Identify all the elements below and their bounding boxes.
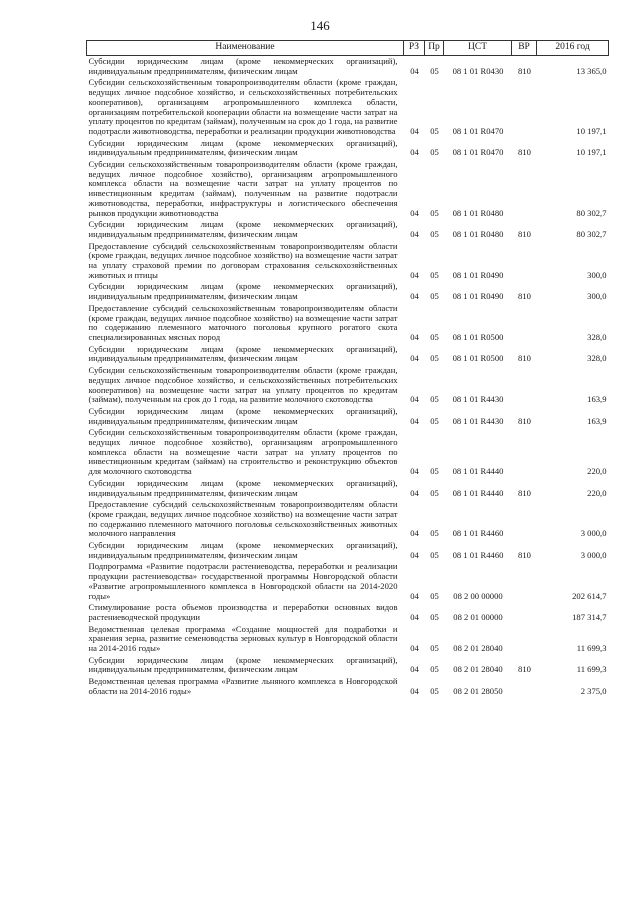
row-name: Ведомственная целевая программа «Развитие льняного комплекса в Новгородской области на 2014-2016 годы» xyxy=(88,676,398,696)
row-vr: 810 xyxy=(518,147,531,158)
row-cst: 08 1 01 R0480 xyxy=(452,228,504,239)
row-rz: 04 xyxy=(410,685,419,696)
row-pr: 05 xyxy=(430,65,439,76)
table-row xyxy=(87,478,609,499)
row-rz: 04 xyxy=(410,611,419,622)
row-rz: 04 xyxy=(410,415,419,426)
row-sum: 2 375,0 xyxy=(580,685,607,696)
row-sum: 80 302,7 xyxy=(576,228,607,239)
row-name: Субсидии сельскохозяйственным товаропроизводителям области (кроме граждан, ведущих личное подсобное хозяйство, и сельскохозяйственных потребительских кооперативов) на возмещение части затрат на уплату процентов по кредитам (займам), полученным на срок до 1 года, на развитие молочного скотоводства xyxy=(88,365,398,405)
table-row xyxy=(87,56,609,78)
table-row xyxy=(87,427,609,478)
row-vr: 810 xyxy=(518,415,531,426)
row-name: Субсидии сельскохозяйственным товаропроизводителям области (кроме граждан, ведущих личное подсобное хозяйство, и сельскохозяйственных потребительских кооперативов), организациям агропромышленного комплекса области, организациям потребительской кооперации области на возмещение части затрат на уплату процентов по кредитам (займам), полученным на срок до 1 года, на развитие подотрасли животноводства, переработки и реализации продукции животноводства xyxy=(88,77,398,136)
row-name: Субсидии сельскохозяйственным товаропроизводителям области (кроме граждан, ведущих личное подсобное хозяйство), организациям агропромышленного комплекса области на возмещение части затрат на уплату процентов по инвестиционным кредитам (займам), полученным на развитие подотрасли животноводства, переработки, инфраструктуры и логистического обеспечения рынков продукции животноводства xyxy=(88,159,398,218)
row-cst: 08 1 01 R4430 xyxy=(452,415,504,426)
row-sum: 10 197,1 xyxy=(576,125,607,136)
row-vr xyxy=(512,499,537,540)
table-header-row xyxy=(87,41,609,56)
row-vr: 810 xyxy=(518,487,531,498)
row-name: Предоставление субсидий сельскохозяйственным товаропроизводителям области (кроме граждан, ведущих личное подсобное хозяйство) на возмещение части затрат по содержанию племенного маточного поголовья крупного рогатого скота специализированных мясных пород xyxy=(88,302,398,342)
table-row xyxy=(87,281,609,302)
row-vr xyxy=(512,602,537,623)
row-sum: 3 000,0 xyxy=(580,549,607,560)
row-sum: 300,0 xyxy=(587,291,607,302)
row-vr xyxy=(512,303,537,344)
row-vr xyxy=(512,77,537,137)
row-name: Субсидии юридическим лицам (кроме некоммерческих организаций), индивидуальным предпринимателям, физическим лицам xyxy=(88,405,398,426)
row-cst: 08 2 00 00000 xyxy=(453,590,503,601)
budget-table xyxy=(86,40,609,698)
row-cst: 08 1 01 R0490 xyxy=(452,269,504,280)
row-cst: 08 1 01 R0500 xyxy=(452,353,504,364)
row-vr xyxy=(512,561,537,602)
row-sum: 220,0 xyxy=(587,466,607,477)
row-pr: 05 xyxy=(430,611,439,622)
row-name: Субсидии юридическим лицам (кроме некоммерческих организаций), индивидуальным предпринимателям, физическим лицам xyxy=(88,137,398,158)
row-rz: 04 xyxy=(410,125,419,136)
table-row xyxy=(87,303,609,344)
row-rz: 04 xyxy=(410,269,419,280)
row-sum: 328,0 xyxy=(587,331,607,342)
row-pr: 05 xyxy=(430,664,439,675)
row-vr xyxy=(512,676,537,697)
row-pr: 05 xyxy=(430,643,439,654)
table-row xyxy=(87,219,609,240)
row-cst: 08 1 01 R0490 xyxy=(452,291,504,302)
header-vr: ВР xyxy=(512,41,537,56)
row-vr: 810 xyxy=(518,664,531,675)
table-row xyxy=(87,77,609,137)
row-vr: 810 xyxy=(518,228,531,239)
row-sum: 163,9 xyxy=(587,394,607,405)
row-sum: 328,0 xyxy=(587,353,607,364)
row-pr: 05 xyxy=(430,331,439,342)
row-pr: 05 xyxy=(430,415,439,426)
row-sum: 3 000,0 xyxy=(580,528,607,539)
row-rz: 04 xyxy=(410,466,419,477)
row-vr xyxy=(512,365,537,406)
row-vr: 810 xyxy=(518,291,531,302)
row-pr: 05 xyxy=(430,528,439,539)
row-rz: 04 xyxy=(410,528,419,539)
table-row xyxy=(87,138,609,159)
table-row xyxy=(87,406,609,427)
row-sum: 11 699,3 xyxy=(576,664,607,675)
table-row xyxy=(87,655,609,676)
row-rz: 04 xyxy=(410,353,419,364)
row-cst: 08 1 01 R0480 xyxy=(452,207,504,218)
row-cst: 08 1 01 R4440 xyxy=(452,466,504,477)
row-pr: 05 xyxy=(430,549,439,560)
row-rz: 04 xyxy=(410,549,419,560)
row-sum: 220,0 xyxy=(587,487,607,498)
header-pr: Пр xyxy=(425,41,444,56)
row-pr: 05 xyxy=(430,147,439,158)
row-pr: 05 xyxy=(430,269,439,280)
row-sum: 187 314,7 xyxy=(572,611,607,622)
row-pr: 05 xyxy=(430,685,439,696)
row-vr: 810 xyxy=(518,353,531,364)
row-vr xyxy=(512,159,537,219)
table-row xyxy=(87,602,609,623)
row-rz: 04 xyxy=(410,487,419,498)
row-pr: 05 xyxy=(430,590,439,601)
page-number: 146 xyxy=(310,18,330,33)
table-row xyxy=(87,344,609,365)
row-vr xyxy=(512,624,537,655)
table-row xyxy=(87,676,609,697)
row-rz: 04 xyxy=(410,207,419,218)
row-rz: 04 xyxy=(410,590,419,601)
row-cst: 08 1 01 R4430 xyxy=(452,394,504,405)
row-name: Стимулирование роста объемов производства и переработки основных видов растениеводческой продукции xyxy=(88,602,398,622)
row-pr: 05 xyxy=(430,394,439,405)
row-name: Субсидии юридическим лицам (кроме некоммерческих организаций), индивидуальным предпринимателям, физическим лицам xyxy=(88,56,398,76)
row-cst: 08 1 01 R0470 xyxy=(452,147,504,158)
row-name: Субсидии юридическим лицам (кроме некоммерческих организаций), индивидуальным предпринимателям, физическим лицам xyxy=(88,540,398,560)
row-sum: 300,0 xyxy=(587,269,607,280)
row-cst: 08 2 01 28040 xyxy=(453,643,503,654)
row-rz: 04 xyxy=(410,291,419,302)
row-name: Субсидии юридическим лицам (кроме некоммерческих организаций), индивидуальным предпринимателям, физическим лицам xyxy=(88,343,398,364)
row-pr: 05 xyxy=(430,125,439,136)
row-rz: 04 xyxy=(410,664,419,675)
table-row xyxy=(87,365,609,406)
row-sum: 13 365,0 xyxy=(576,65,607,76)
row-vr: 810 xyxy=(518,549,531,560)
row-rz: 04 xyxy=(410,65,419,76)
row-vr: 810 xyxy=(518,65,531,76)
row-sum: 80 302,7 xyxy=(576,207,607,218)
row-cst: 08 1 01 R0430 xyxy=(452,65,504,76)
row-pr: 05 xyxy=(430,466,439,477)
row-name: Субсидии сельскохозяйственным товаропроизводителям области (кроме граждан, ведущих личное подсобное хозяйство), организациям агропромышленного комплекса области на возмещение части затрат на уплату процентов по инвестиционным кредитам (займам) на строительство и реконструкцию объектов для молочного скотоводства xyxy=(88,427,398,477)
table-row xyxy=(87,624,609,655)
row-pr: 05 xyxy=(430,207,439,218)
row-cst: 08 1 01 R4460 xyxy=(452,549,504,560)
row-sum: 10 197,1 xyxy=(576,147,607,158)
table-row xyxy=(87,499,609,540)
row-cst: 08 2 01 28050 xyxy=(453,685,503,696)
row-vr xyxy=(512,241,537,282)
header-cst: ЦСТ xyxy=(444,41,512,56)
row-name: Субсидии юридическим лицам (кроме некоммерческих организаций), индивидуальным предпринимателям, физическим лицам xyxy=(88,281,398,302)
row-cst: 08 1 01 R0470 xyxy=(452,125,504,136)
row-rz: 04 xyxy=(410,228,419,239)
row-vr xyxy=(512,427,537,478)
row-pr: 05 xyxy=(430,228,439,239)
row-sum: 163,9 xyxy=(587,415,607,426)
row-name: Предоставление субсидий сельскохозяйственным товаропроизводителям области (кроме граждан, ведущих личное подсобное хозяйство) на возмещение части затрат по содержанию племенного маточного поголовья сельскохозяйственных животных молочного направления xyxy=(88,499,398,539)
row-rz: 04 xyxy=(410,147,419,158)
row-sum: 202 614,7 xyxy=(572,590,607,601)
row-rz: 04 xyxy=(410,331,419,342)
row-pr: 05 xyxy=(430,353,439,364)
table-row xyxy=(87,561,609,602)
row-cst: 08 1 01 R0500 xyxy=(452,331,504,342)
row-cst: 08 1 01 R4460 xyxy=(452,528,504,539)
row-name: Предоставление субсидий сельскохозяйственным товаропроизводителям области (кроме граждан, ведущих личное подсобное хозяйство) на возмещение части затрат на уплату страховой премии по договорам страхования сельскохозяйственных животных и птицы xyxy=(88,240,398,280)
row-name: Подпрограмма «Развитие подотрасли растениеводства, переработки и реализации продукции растениеводства» государственной программы Новгородской области «Развитие агропромышленного комплекса в Новгородской области на 2014-2020 годы» xyxy=(88,561,398,601)
row-name: Субсидии юридическим лицам (кроме некоммерческих организаций), индивидуальным предпринимателям, физическим лицам xyxy=(88,219,398,239)
table-body xyxy=(87,56,609,698)
row-pr: 05 xyxy=(430,487,439,498)
row-pr: 05 xyxy=(430,291,439,302)
row-rz: 04 xyxy=(410,394,419,405)
row-name: Субсидии юридическим лицам (кроме некоммерческих организаций), индивидуальным предпринимателям, физическим лицам xyxy=(88,654,398,675)
row-name: Ведомственная целевая программа «Создание мощностей для подработки и хранения зерна, развитие семеноводства зерновых культур в Новгородской области на 2014-2016 годы» xyxy=(88,623,398,654)
header-sum: 2016 год xyxy=(537,41,609,56)
header-name: Наименование xyxy=(87,41,404,56)
row-cst: 08 2 01 28040 xyxy=(453,664,503,675)
row-cst: 08 1 01 R4440 xyxy=(452,487,504,498)
table-row xyxy=(87,540,609,561)
header-rz: РЗ xyxy=(404,41,425,56)
table-row xyxy=(87,159,609,219)
table-row xyxy=(87,241,609,282)
row-sum: 11 699,3 xyxy=(576,643,607,654)
row-cst: 08 2 01 00000 xyxy=(453,611,503,622)
row-name: Субсидии юридическим лицам (кроме некоммерческих организаций), индивидуальным предпринимателям, физическим лицам xyxy=(88,477,398,498)
row-rz: 04 xyxy=(410,643,419,654)
